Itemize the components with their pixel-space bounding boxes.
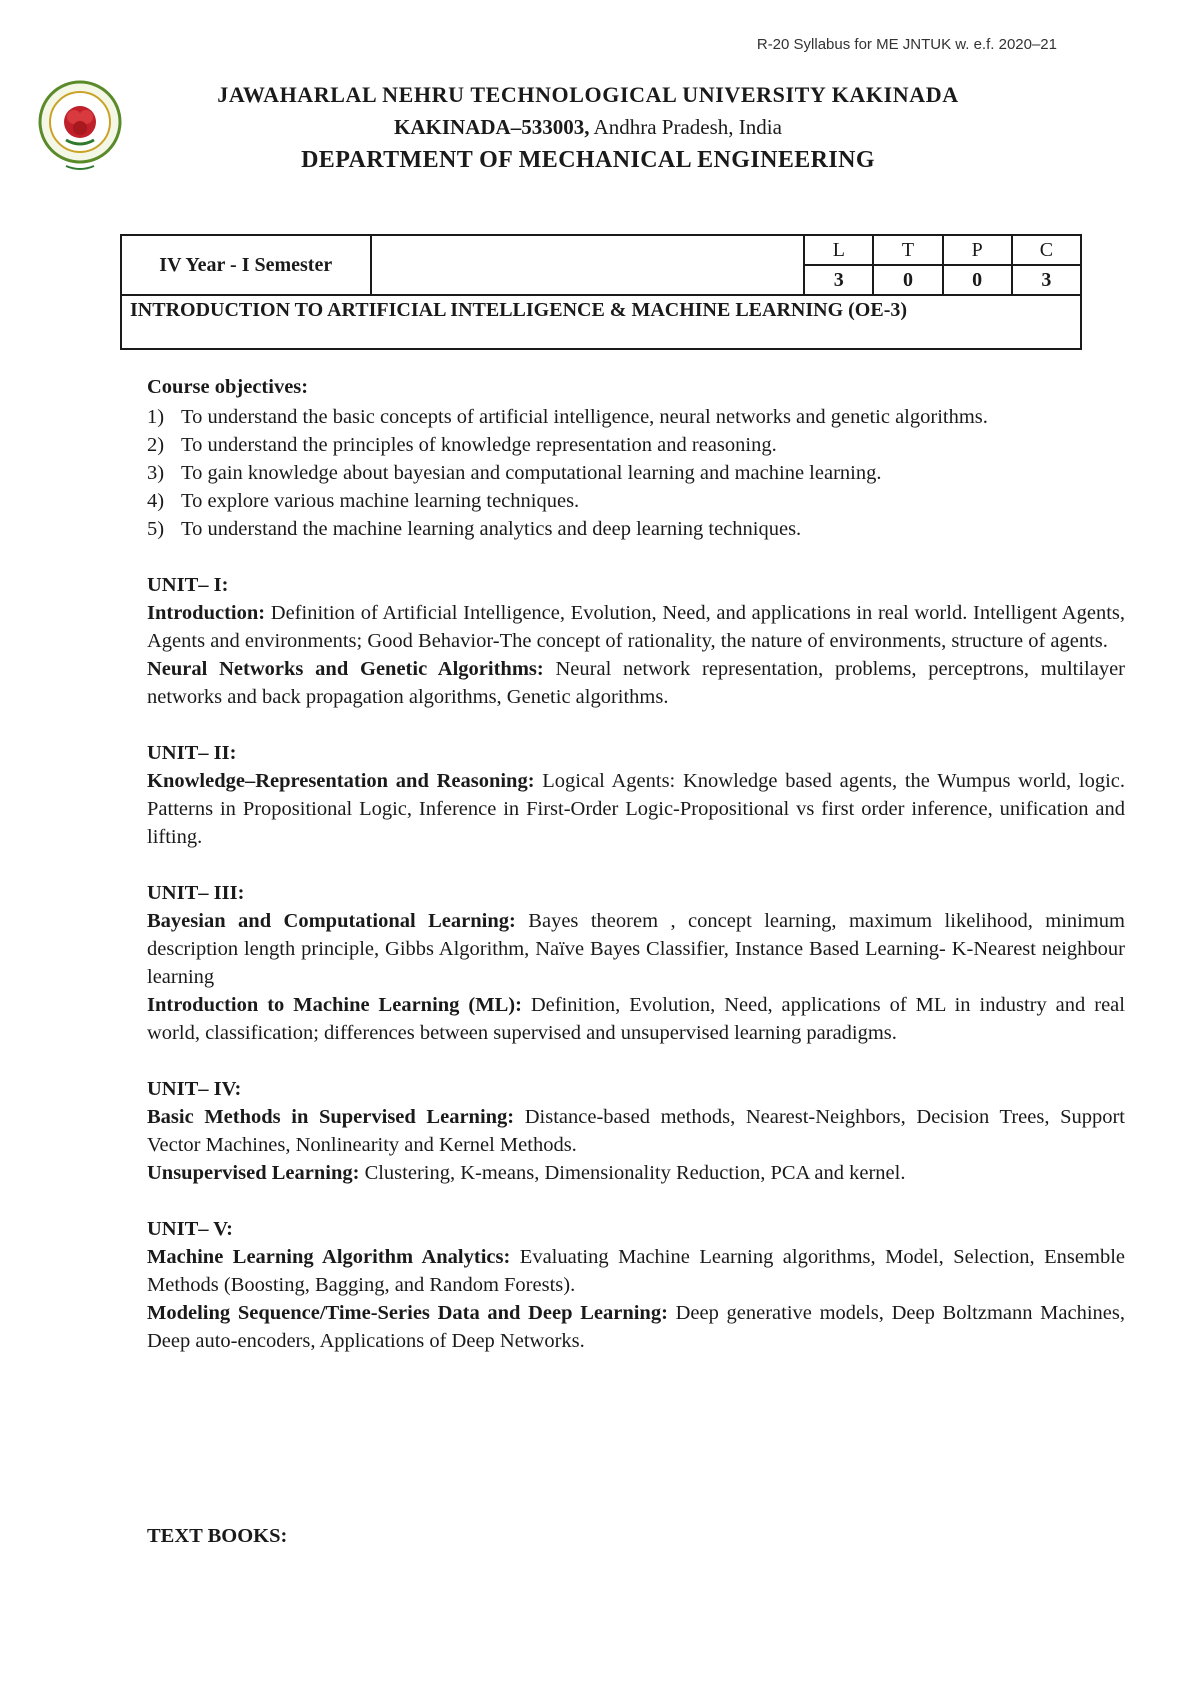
- item-number: 2): [147, 434, 165, 456]
- ltpc-header-p: P: [943, 235, 1012, 265]
- item-text: To understand the machine learning analytics and deep learning techniques.: [181, 518, 802, 540]
- ltpc-value-p: 0: [943, 265, 1012, 295]
- topic-heading: Basic Methods in Supervised Learning:: [147, 1106, 515, 1128]
- semester-cell: IV Year - I Semester: [121, 235, 371, 295]
- course-table: [120, 234, 1082, 350]
- address-pin: KAKINADA–533003,: [394, 115, 590, 139]
- ltpc-header-l: L: [804, 235, 873, 265]
- item-number: 5): [147, 518, 165, 540]
- unit-title: UNIT– III:: [147, 882, 245, 904]
- unit-2: [147, 739, 1125, 851]
- topic-text: Logical Agents: Knowledge based agents, the Wumpus world, logic. Patterns in Propositional Logic, Inference in First-Order Logic-Propositional vs first order inference, unification and lifting.: [147, 770, 1125, 848]
- unit-paragraph: [147, 767, 1125, 851]
- textbooks-heading: TEXT BOOKS:: [147, 1525, 288, 1547]
- topic-text: Neural network representation, problems, perceptrons, multilayer networks and back propagation algorithms, Genetic algorithms.: [147, 658, 1125, 708]
- syllabus-content: [147, 373, 1125, 1355]
- unit-3: [147, 879, 1125, 1047]
- unit-paragraph: [147, 907, 1125, 991]
- ltpc-value-c: 3: [1012, 265, 1081, 295]
- unit-paragraph: [147, 1159, 1125, 1187]
- course-title: INTRODUCTION TO ARTIFICIAL INTELLIGENCE & MACHINE LEARNING (OE-3): [121, 295, 1081, 349]
- list-item: [147, 431, 1125, 459]
- unit-title: UNIT– II:: [147, 742, 237, 764]
- topic-heading: Introduction:: [147, 602, 266, 624]
- unit-paragraph: [147, 1103, 1125, 1159]
- item-number: 4): [147, 490, 165, 512]
- topic-text: Definition, Evolution, Need, applications of ML in industry and real world, classification; differences between supervised and unsupervised learning paradigms.: [147, 994, 1125, 1044]
- ltpc-header-t: T: [873, 235, 942, 265]
- topic-text: Distance-based methods, Nearest-Neighbors, Decision Trees, Support Vector Machines, Nonlinearity and Kernel Methods.: [147, 1106, 1125, 1156]
- header-note: R-20 Syllabus for ME JNTUK w. e.f. 2020–21: [756, 36, 1057, 53]
- topic-text: Evaluating Machine Learning algorithms, Model, Selection, Ensemble Methods (Boosting, Bagging, and Random Forests).: [147, 1246, 1125, 1296]
- topic-text: Definition of Artificial Intelligence, Evolution, Need, and applications in real world. Intelligent Agents, Agents and environments; Good Behavior-The concept of rationality, the nature of environments, structure of agents.: [147, 602, 1125, 652]
- topic-text: Clustering, K-means, Dimensionality Reduction, PCA and kernel.: [359, 1162, 906, 1184]
- ltpc-value-t: 0: [873, 265, 942, 295]
- ltpc-header-c: C: [1012, 235, 1081, 265]
- unit-4: [147, 1075, 1125, 1187]
- topic-heading: Introduction to Machine Learning (ML):: [147, 994, 522, 1016]
- unit-5: [147, 1215, 1125, 1355]
- item-text: To understand the principles of knowledge representation and reasoning.: [181, 434, 777, 456]
- blank-cell: [371, 235, 805, 295]
- topic-heading: Unsupervised Learning:: [147, 1162, 360, 1184]
- item-text: To gain knowledge about bayesian and computational learning and machine learning.: [181, 462, 882, 484]
- unit-1: [147, 571, 1125, 711]
- unit-paragraph: [147, 1243, 1125, 1299]
- item-number: 1): [147, 406, 165, 428]
- unit-title: UNIT– IV:: [147, 1078, 242, 1100]
- university-address: [130, 115, 1046, 140]
- ltpc-value-l: 3: [804, 265, 873, 295]
- unit-paragraph: [147, 991, 1125, 1047]
- topic-heading: Neural Networks and Genetic Algorithms:: [147, 658, 544, 680]
- list-item: [147, 515, 1125, 543]
- unit-paragraph: [147, 655, 1125, 711]
- unit-title: UNIT– V:: [147, 1218, 234, 1240]
- topic-heading: Bayesian and Computational Learning:: [147, 910, 516, 932]
- department-name: DEPARTMENT OF MECHANICAL ENGINEERING: [301, 147, 875, 173]
- topic-heading: Modeling Sequence/Time-Series Data and Deep Learning:: [147, 1302, 668, 1324]
- objectives-heading: Course objectives:: [147, 376, 309, 398]
- university-name: JAWAHARLAL NEHRU TECHNOLOGICAL UNIVERSITY KAKINADA: [217, 82, 959, 107]
- unit-title: UNIT– I:: [147, 574, 229, 596]
- list-item: [147, 403, 1125, 431]
- objectives-list: [147, 403, 1125, 543]
- university-logo: [36, 80, 124, 176]
- topic-heading: Machine Learning Algorithm Analytics:: [147, 1246, 511, 1268]
- list-item: [147, 487, 1125, 515]
- unit-paragraph: [147, 599, 1125, 655]
- unit-paragraph: [147, 1299, 1125, 1355]
- address-state: Andhra Pradesh, India: [589, 115, 782, 139]
- item-text: To explore various machine learning techniques.: [181, 490, 580, 512]
- item-text: To understand the basic concepts of artificial intelligence, neural networks and genetic algorithms.: [181, 406, 988, 428]
- list-item: [147, 459, 1125, 487]
- topic-text: Bayes theorem , concept learning, maximum likelihood, minimum description length principle, Gibbs Algorithm, Naïve Bayes Classifier, Instance Based Learning- K-Nearest neighbour learning: [147, 910, 1125, 988]
- topic-text: Deep generative models, Deep Boltzmann Machines, Deep auto-encoders, Applications of Deep Networks.: [147, 1302, 1125, 1352]
- item-number: 3): [147, 462, 165, 484]
- topic-heading: Knowledge–Representation and Reasoning:: [147, 770, 535, 792]
